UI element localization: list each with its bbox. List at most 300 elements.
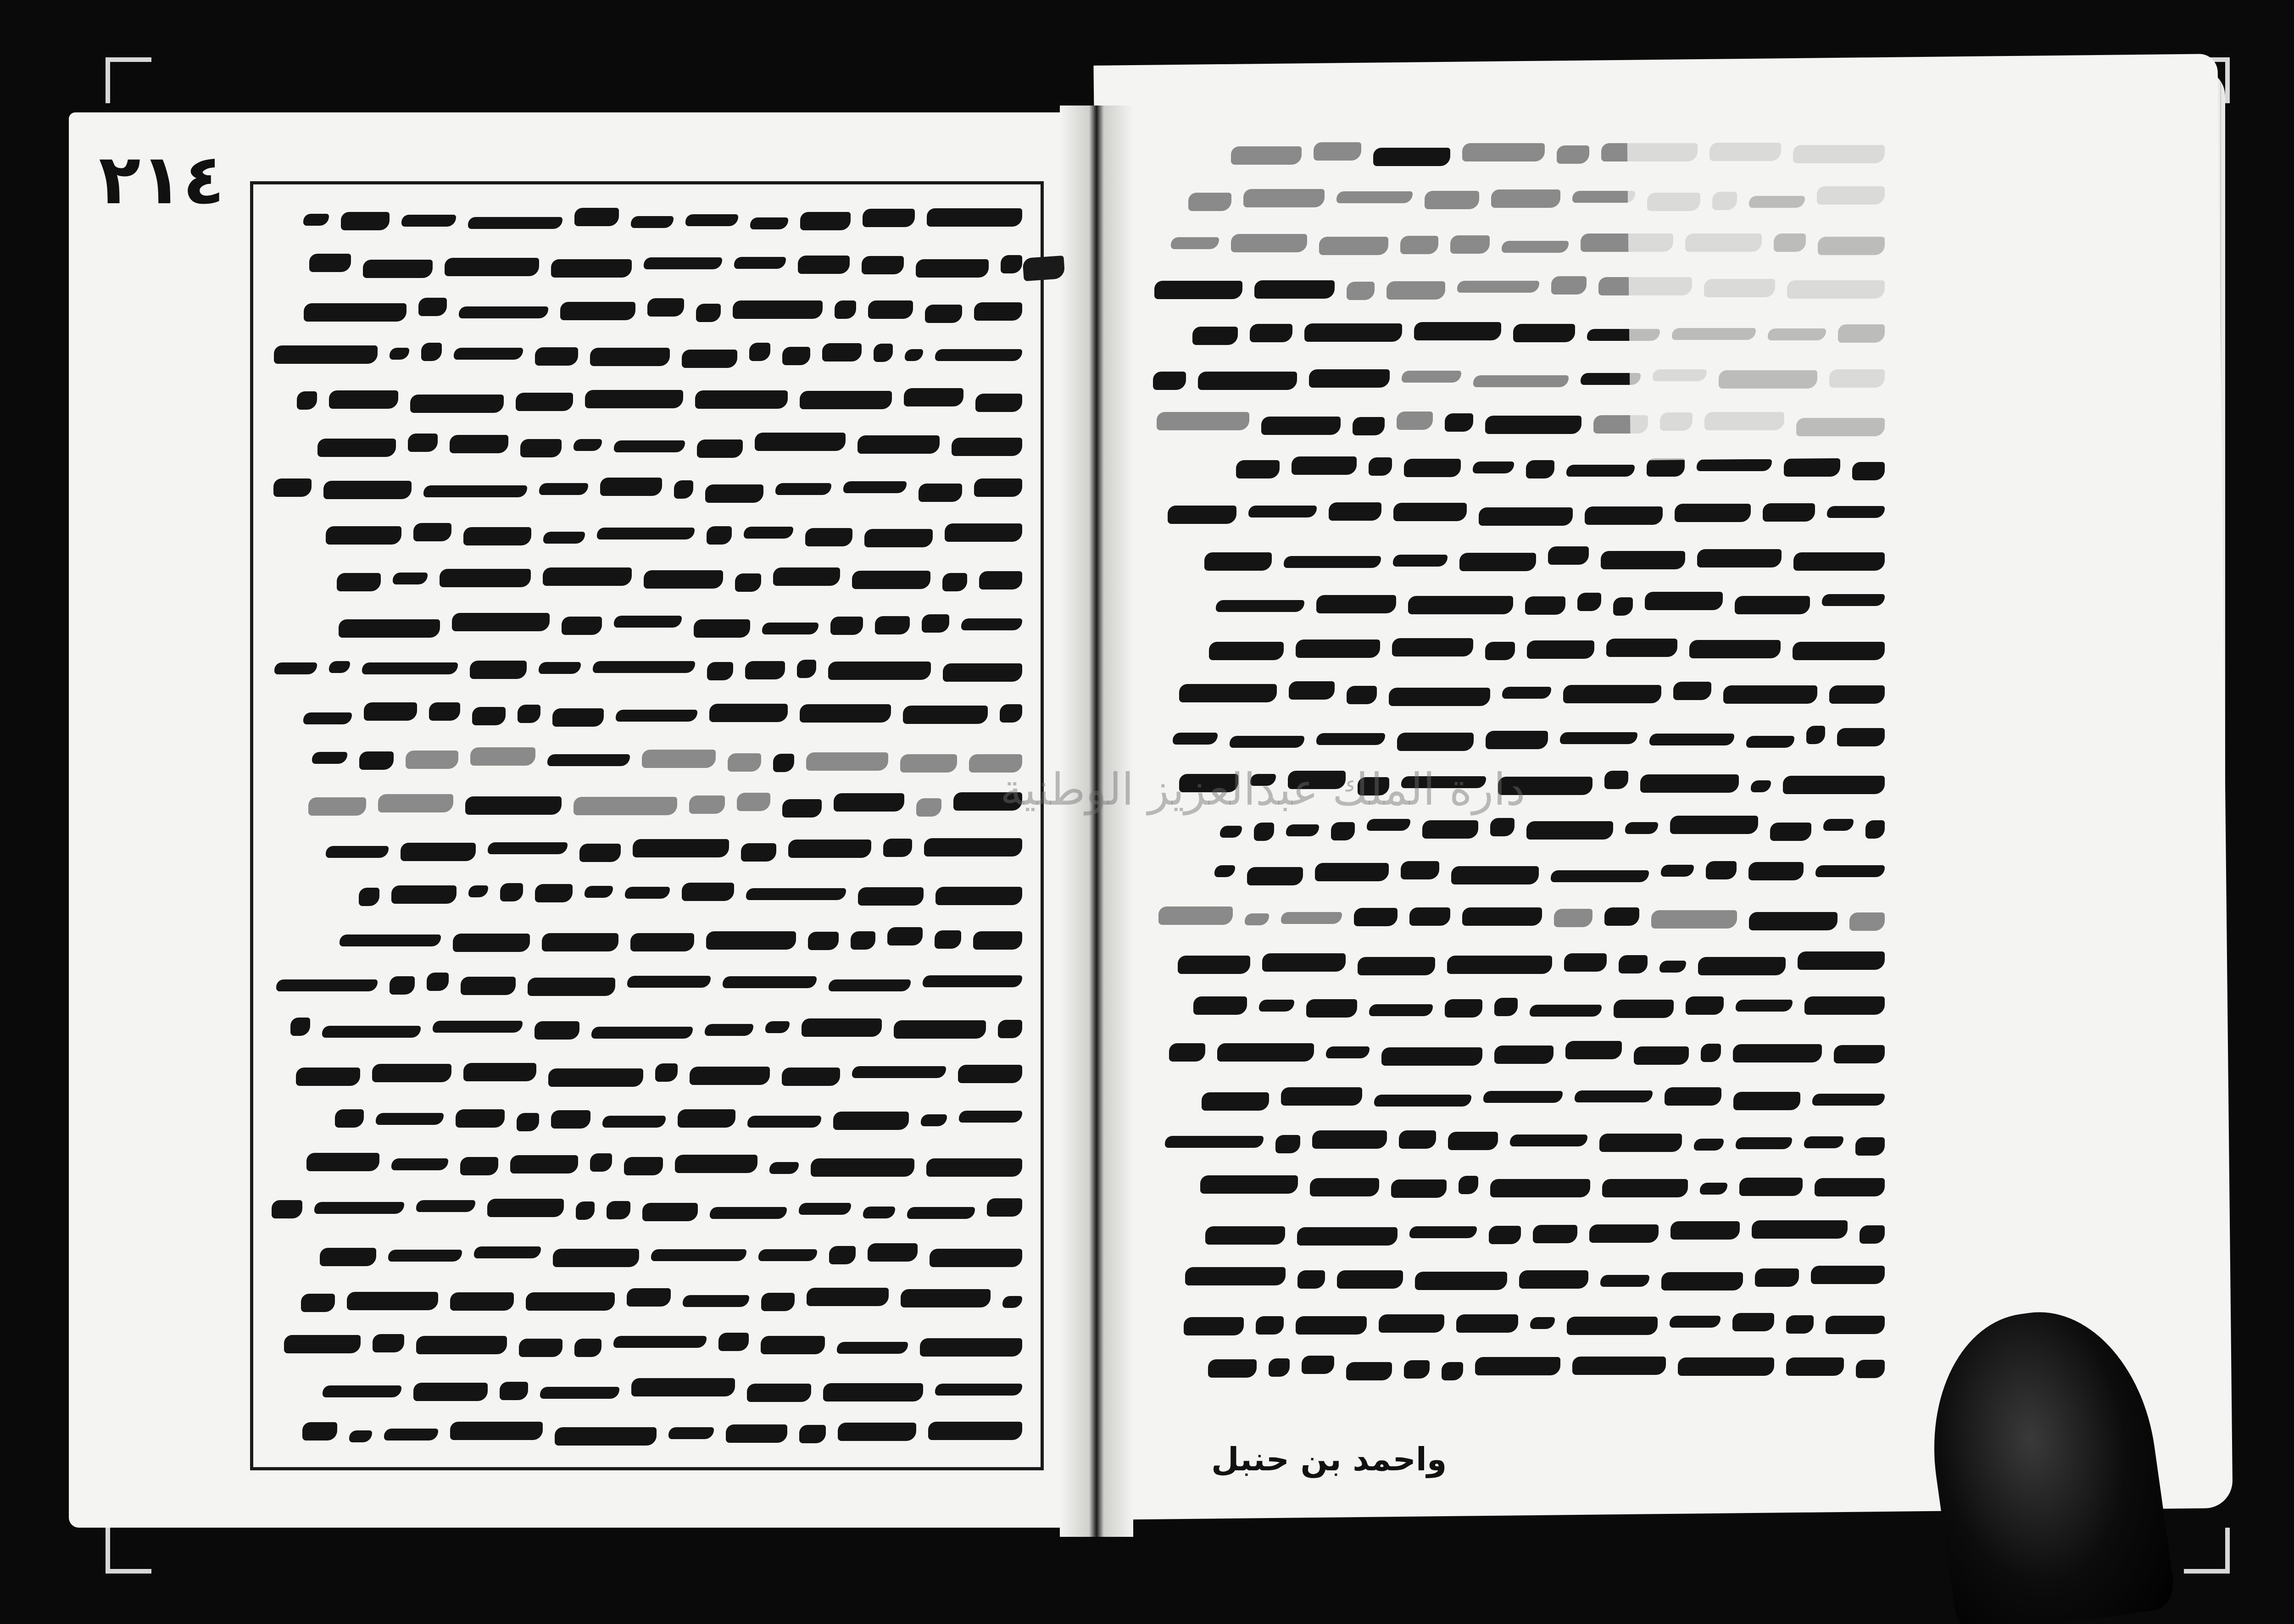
- handwritten-word: [1735, 596, 1810, 614]
- handwritten-word: [1269, 1358, 1290, 1377]
- handwritten-word: [800, 391, 892, 409]
- handwritten-word: [1502, 241, 1569, 253]
- handwritten-word: [696, 304, 721, 322]
- manuscript-line: [1153, 1346, 1885, 1390]
- handwritten-word: [1316, 733, 1385, 745]
- handwritten-word: [1447, 956, 1552, 974]
- handwritten-word: [1701, 1044, 1721, 1062]
- handwritten-word: [974, 478, 1022, 497]
- handwritten-word: [1404, 1360, 1430, 1379]
- handwritten-word: [1510, 1135, 1587, 1146]
- handwritten-word: [364, 702, 417, 721]
- handwritten-word: [675, 1155, 757, 1173]
- handwritten-word: [323, 1385, 401, 1397]
- handwritten-word: [858, 887, 924, 906]
- handwritten-word: [1329, 502, 1381, 521]
- handwritten-word: [1599, 1134, 1682, 1152]
- handwritten-word: [857, 435, 940, 454]
- handwritten-word: [833, 1112, 909, 1130]
- handwritten-word: [642, 1203, 698, 1221]
- handwritten-word: [1178, 956, 1250, 974]
- library-watermark: دارة الملك عبدالعزيز الوطنية: [1000, 764, 1526, 815]
- handwritten-word: [535, 1021, 579, 1040]
- handwritten-word: [401, 215, 456, 227]
- handwritten-word: [326, 526, 401, 545]
- handwritten-word: [868, 300, 913, 319]
- handwritten-word: [900, 754, 957, 773]
- handwritten-word: [1473, 462, 1514, 473]
- handwritten-word: [1171, 237, 1219, 249]
- handwritten-word: [1205, 1226, 1285, 1245]
- handwritten-word: [1379, 1314, 1444, 1333]
- handwritten-word: [1445, 999, 1482, 1018]
- handwritten-word: [1312, 1130, 1387, 1149]
- handwritten-word: [823, 1383, 923, 1402]
- handwritten-word: [516, 393, 573, 411]
- handwritten-word: [1193, 996, 1247, 1015]
- handwritten-word: [1786, 1357, 1844, 1376]
- handwritten-word: [1243, 189, 1325, 207]
- handwritten-word: [935, 930, 961, 949]
- handwritten-word: [1811, 1266, 1885, 1284]
- handwritten-word: [1822, 594, 1885, 606]
- handwritten-word: [782, 1068, 840, 1086]
- handwritten-word: [1309, 369, 1390, 388]
- handwritten-word: [470, 747, 535, 766]
- handwritten-word: [535, 884, 573, 902]
- handwritten-word: [359, 751, 394, 770]
- handwritten-word: [706, 931, 796, 950]
- manuscript-line: [1153, 671, 1885, 716]
- handwritten-word: [761, 1336, 825, 1354]
- manuscript-line: [1153, 1301, 1885, 1346]
- handwritten-word: [921, 1114, 947, 1126]
- handwritten-word: [1606, 639, 1677, 657]
- handwritten-word: [526, 1292, 615, 1311]
- handwritten-word: [1204, 552, 1272, 571]
- handwritten-word: [463, 1063, 536, 1081]
- manuscript-line: [272, 1007, 1022, 1052]
- handwritten-word: [689, 795, 725, 814]
- handwritten-word: [1860, 1225, 1885, 1244]
- handwritten-word: [1784, 458, 1840, 477]
- handwritten-word: [1304, 323, 1402, 342]
- handwritten-word: [309, 254, 351, 272]
- handwritten-word: [799, 1425, 826, 1443]
- handwritten-word: [1216, 600, 1304, 612]
- manuscript-line: [272, 648, 1022, 693]
- handwritten-word: [362, 662, 458, 674]
- handwritten-word: [642, 750, 716, 768]
- handwritten-word: [682, 883, 734, 901]
- handwritten-word: [1254, 823, 1274, 841]
- handwritten-word: [518, 705, 540, 723]
- handwritten-word: [852, 1066, 946, 1078]
- handwritten-word: [520, 439, 562, 457]
- handwritten-word: [1281, 1087, 1362, 1106]
- handwritten-word: [454, 348, 523, 360]
- handwritten-word: [1310, 1178, 1379, 1196]
- handwritten-word: [487, 1199, 564, 1217]
- handwritten-word: [631, 216, 674, 228]
- handwritten-word: [1665, 1087, 1721, 1106]
- handwritten-word: [1296, 1316, 1367, 1335]
- handwritten-word: [697, 439, 743, 458]
- handwritten-word: [709, 704, 788, 722]
- manuscript-line: [1153, 581, 1885, 626]
- folio-number: ٢١٤: [99, 140, 225, 220]
- handwritten-word: [1694, 1139, 1724, 1151]
- manuscript-line: [1153, 716, 1885, 761]
- handwritten-word: [304, 303, 406, 322]
- handwritten-word: [1659, 961, 1686, 973]
- handwritten-word: [1494, 998, 1518, 1016]
- manuscript-line: [272, 288, 1022, 333]
- handwritten-word: [1462, 907, 1542, 926]
- handwritten-word: [1733, 1044, 1822, 1062]
- manuscript-line: [272, 198, 1022, 243]
- manuscript-line: [1153, 1166, 1885, 1211]
- handwritten-word: [579, 844, 621, 862]
- handwritten-word: [674, 480, 693, 499]
- handwritten-word: [1331, 822, 1355, 840]
- handwritten-word: [468, 885, 488, 897]
- handwritten-word: [734, 257, 786, 269]
- handwritten-word: [1192, 327, 1238, 345]
- handwritten-word: [1442, 1362, 1463, 1380]
- handwritten-word: [1697, 549, 1782, 567]
- handwritten-word: [1494, 1046, 1553, 1064]
- handwritten-word: [1369, 1004, 1433, 1016]
- manuscript-line: [1153, 491, 1885, 536]
- handwritten-word: [920, 1338, 1022, 1357]
- margin-annotation: [1022, 256, 1065, 281]
- handwritten-word: [1706, 861, 1737, 879]
- handwritten-word: [1185, 1267, 1286, 1285]
- handwritten-word: [1783, 776, 1885, 794]
- handwritten-word: [450, 1422, 543, 1440]
- handwritten-word: [773, 754, 794, 772]
- handwritten-word: [472, 707, 506, 725]
- handwritten-word: [1678, 1357, 1774, 1376]
- handwritten-word: [1865, 820, 1885, 839]
- handwritten-word: [465, 796, 562, 815]
- handwritten-word: [919, 484, 962, 502]
- handwritten-word: [418, 298, 447, 316]
- handwritten-word: [421, 343, 442, 361]
- handwritten-word: [864, 529, 933, 547]
- manuscript-line: [272, 468, 1022, 513]
- handwritten-word: [427, 973, 449, 991]
- handwritten-word: [391, 1158, 448, 1170]
- handwritten-word: [517, 1113, 539, 1131]
- handwritten-word: [1425, 191, 1479, 209]
- handwritten-word: [317, 439, 396, 457]
- handwritten-word: [555, 1427, 657, 1446]
- handwritten-word: [1815, 865, 1885, 877]
- handwritten-word: [388, 1250, 462, 1262]
- handwritten-word: [959, 1111, 1022, 1123]
- handwritten-word: [1168, 506, 1236, 524]
- handwritten-word: [384, 1429, 438, 1440]
- handwritten-word: [548, 1068, 643, 1087]
- handwritten-word: [1567, 1317, 1658, 1335]
- handwritten-word: [461, 977, 516, 995]
- handwritten-word: [1554, 909, 1592, 927]
- handwritten-word: [1670, 1316, 1720, 1328]
- handwritten-word: [926, 1158, 1022, 1177]
- manuscript-line: [1153, 536, 1885, 581]
- handwritten-word: [1798, 951, 1885, 970]
- book-gutter: [1060, 106, 1133, 1537]
- handwritten-word: [590, 1153, 612, 1172]
- handwritten-word: [797, 660, 816, 678]
- handwritten-word: [1856, 1360, 1885, 1378]
- handwritten-word: [668, 1427, 714, 1439]
- handwritten-word: [1560, 732, 1637, 744]
- handwritten-word: [1645, 592, 1723, 610]
- handwritten-word: [543, 567, 632, 586]
- crop-mark-bottom-left: [106, 1528, 151, 1574]
- handwritten-word: [829, 1246, 856, 1264]
- handwritten-word: [391, 885, 457, 904]
- manuscript-line: [272, 423, 1022, 468]
- handwritten-word: [1577, 593, 1601, 611]
- handwritten-word: [1489, 1226, 1521, 1244]
- handwritten-word: [1575, 1090, 1653, 1102]
- handwritten-word: [851, 931, 875, 950]
- handwritten-word: [924, 838, 1022, 856]
- manuscript-line: [272, 558, 1022, 603]
- handwritten-word: [413, 1383, 488, 1401]
- handwritten-word: [837, 1342, 908, 1354]
- handwritten-word: [782, 799, 822, 818]
- handwritten-word: [775, 483, 831, 495]
- handwritten-word: [903, 706, 988, 724]
- handwritten-word: [1358, 957, 1435, 975]
- handwritten-word: [574, 797, 677, 815]
- handwritten-word: [874, 344, 893, 362]
- handwritten-word: [800, 212, 851, 230]
- handwritten-word: [297, 391, 317, 410]
- handwritten-word: [1485, 416, 1581, 434]
- handwritten-word: [802, 1018, 882, 1037]
- handwritten-word: [655, 1063, 678, 1082]
- handwritten-word: [1292, 456, 1357, 475]
- handwritten-word: [284, 1335, 361, 1353]
- manuscript-line: [272, 1322, 1022, 1367]
- handwritten-word: [798, 256, 850, 274]
- handwritten-word: [1673, 682, 1711, 700]
- handwritten-word: [835, 300, 856, 319]
- handwritten-word: [542, 933, 618, 951]
- handwritten-word: [773, 567, 840, 586]
- handwritten-word: [875, 616, 910, 634]
- manuscript-line: [272, 243, 1022, 288]
- handwritten-word: [1209, 642, 1284, 660]
- handwritten-word: [1392, 638, 1473, 656]
- handwritten-word: [390, 976, 415, 995]
- handwritten-word: [737, 793, 770, 811]
- handwritten-word: [1459, 1176, 1478, 1194]
- handwritten-word: [349, 1430, 372, 1442]
- handwritten-word: [1527, 640, 1594, 659]
- handwritten-word: [401, 843, 476, 861]
- handwritten-word: [1391, 1179, 1447, 1198]
- handwritten-word: [413, 523, 451, 541]
- handwritten-word: [1236, 460, 1280, 478]
- handwritten-word: [1526, 821, 1613, 840]
- handwritten-word: [1422, 820, 1478, 839]
- handwritten-word: [747, 1116, 821, 1128]
- handwritten-word: [500, 1382, 528, 1400]
- handwritten-word: [1736, 1000, 1793, 1012]
- handwritten-word: [1483, 1091, 1563, 1103]
- handwritten-word: [453, 934, 530, 952]
- handwritten-word: [1733, 1092, 1800, 1110]
- handwritten-word: [1369, 457, 1392, 476]
- handwritten-word: [274, 662, 317, 674]
- handwritten-word: [1829, 685, 1885, 704]
- handwritten-word: [852, 571, 930, 589]
- handwritten-word: [1675, 504, 1751, 522]
- handwritten-word: [306, 1153, 379, 1171]
- handwritten-word: [830, 617, 863, 635]
- handwritten-word: [728, 753, 761, 772]
- handwritten-word: [726, 1424, 787, 1443]
- manuscript-line: [272, 828, 1022, 873]
- handwritten-word: [1326, 1046, 1370, 1058]
- handwritten-word: [1491, 189, 1560, 208]
- handwritten-word: [707, 662, 733, 680]
- handwritten-word: [1619, 955, 1648, 973]
- handwritten-word: [705, 484, 763, 503]
- handwritten-word: [1337, 1270, 1403, 1289]
- handwritten-word: [562, 617, 602, 635]
- handwritten-word: [1414, 322, 1501, 340]
- handwritten-word: [560, 302, 635, 320]
- handwritten-word: [1367, 819, 1410, 831]
- manuscript-line: [272, 333, 1022, 378]
- handwritten-word: [1217, 1043, 1314, 1062]
- handwritten-word: [1399, 1130, 1436, 1149]
- handwritten-word: [1400, 236, 1438, 254]
- handwritten-word: [347, 1292, 438, 1310]
- handwritten-word: [1450, 235, 1490, 254]
- handwritten-word: [782, 347, 810, 365]
- handwritten-word: [1353, 417, 1385, 435]
- handwritten-word: [308, 797, 366, 816]
- handwritten-word: [1812, 1094, 1885, 1106]
- handwritten-word: [408, 434, 438, 452]
- handwritten-word: [614, 616, 682, 628]
- handwritten-word: [935, 1384, 1022, 1396]
- faded-ink-area: [1627, 108, 1952, 460]
- handwritten-word: [1530, 1005, 1602, 1017]
- handwritten-word: [460, 1157, 498, 1175]
- handwritten-word: [373, 1334, 404, 1352]
- handwritten-word: [975, 394, 1022, 412]
- handwritten-word: [474, 1246, 541, 1258]
- manuscript-line: [272, 1142, 1022, 1187]
- handwritten-word: [602, 1116, 666, 1128]
- handwritten-word: [1786, 1315, 1814, 1334]
- handwritten-word: [627, 976, 711, 988]
- handwritten-word: [735, 573, 761, 592]
- handwritten-word: [863, 1207, 895, 1218]
- handwritten-word: [685, 214, 738, 226]
- handwritten-word: [1374, 1095, 1471, 1107]
- handwritten-word: [765, 1021, 790, 1033]
- handwritten-word: [301, 1294, 335, 1312]
- handwritten-word: [1296, 640, 1380, 658]
- handwritten-word: [1462, 143, 1545, 161]
- handwritten-word: [1815, 1178, 1885, 1196]
- handwritten-word: [1804, 1136, 1843, 1148]
- handwritten-word: [1202, 1092, 1269, 1111]
- handwritten-word: [862, 256, 904, 274]
- handwritten-word: [1250, 324, 1292, 342]
- handwritten-word: [647, 298, 684, 317]
- handwritten-word: [1613, 597, 1633, 616]
- handwritten-word: [528, 978, 615, 996]
- handwritten-word: [747, 1384, 811, 1402]
- left-text-block: [250, 181, 1044, 1470]
- handwritten-word: [1409, 1226, 1477, 1238]
- handwritten-word: [613, 1336, 707, 1348]
- handwritten-word: [303, 712, 352, 724]
- handwritten-word: [800, 704, 891, 723]
- handwritten-word: [755, 433, 846, 451]
- handwritten-word: [1566, 465, 1635, 477]
- manuscript-line: [272, 1232, 1022, 1277]
- handwritten-word: [1336, 191, 1413, 203]
- handwritten-word: [1347, 686, 1377, 704]
- handwritten-word: [1526, 460, 1554, 478]
- handwritten-word: [1827, 506, 1885, 518]
- handwritten-word: [1661, 865, 1694, 877]
- handwritten-word: [329, 390, 398, 409]
- handwritten-word: [788, 840, 871, 858]
- handwritten-word: [322, 1026, 421, 1038]
- handwritten-word: [718, 1333, 749, 1351]
- handwritten-word: [1381, 1047, 1482, 1066]
- handwritten-word: [1485, 642, 1515, 660]
- handwritten-word: [1804, 996, 1885, 1015]
- handwritten-word: [1315, 863, 1389, 881]
- handwritten-word: [429, 702, 460, 721]
- handwritten-word: [998, 1020, 1022, 1038]
- handwritten-word: [799, 1203, 851, 1215]
- handwritten-word: [1373, 148, 1450, 166]
- handwritten-word: [1614, 1000, 1674, 1018]
- handwritten-word: [1770, 823, 1811, 841]
- handwritten-word: [1806, 726, 1825, 744]
- handwritten-word: [1386, 281, 1445, 300]
- handwritten-word: [733, 300, 823, 319]
- handwritten-word: [744, 527, 793, 539]
- handwritten-word: [1837, 728, 1885, 746]
- manuscript-line: [272, 513, 1022, 558]
- handwritten-word: [625, 887, 670, 899]
- handwritten-word: [935, 887, 1022, 905]
- handwritten-word: [723, 976, 817, 988]
- handwritten-word: [1651, 910, 1737, 929]
- handwritten-word: [961, 618, 1022, 630]
- handwritten-word: [769, 1162, 799, 1174]
- handwritten-word: [574, 439, 602, 451]
- handwritten-word: [1490, 818, 1514, 836]
